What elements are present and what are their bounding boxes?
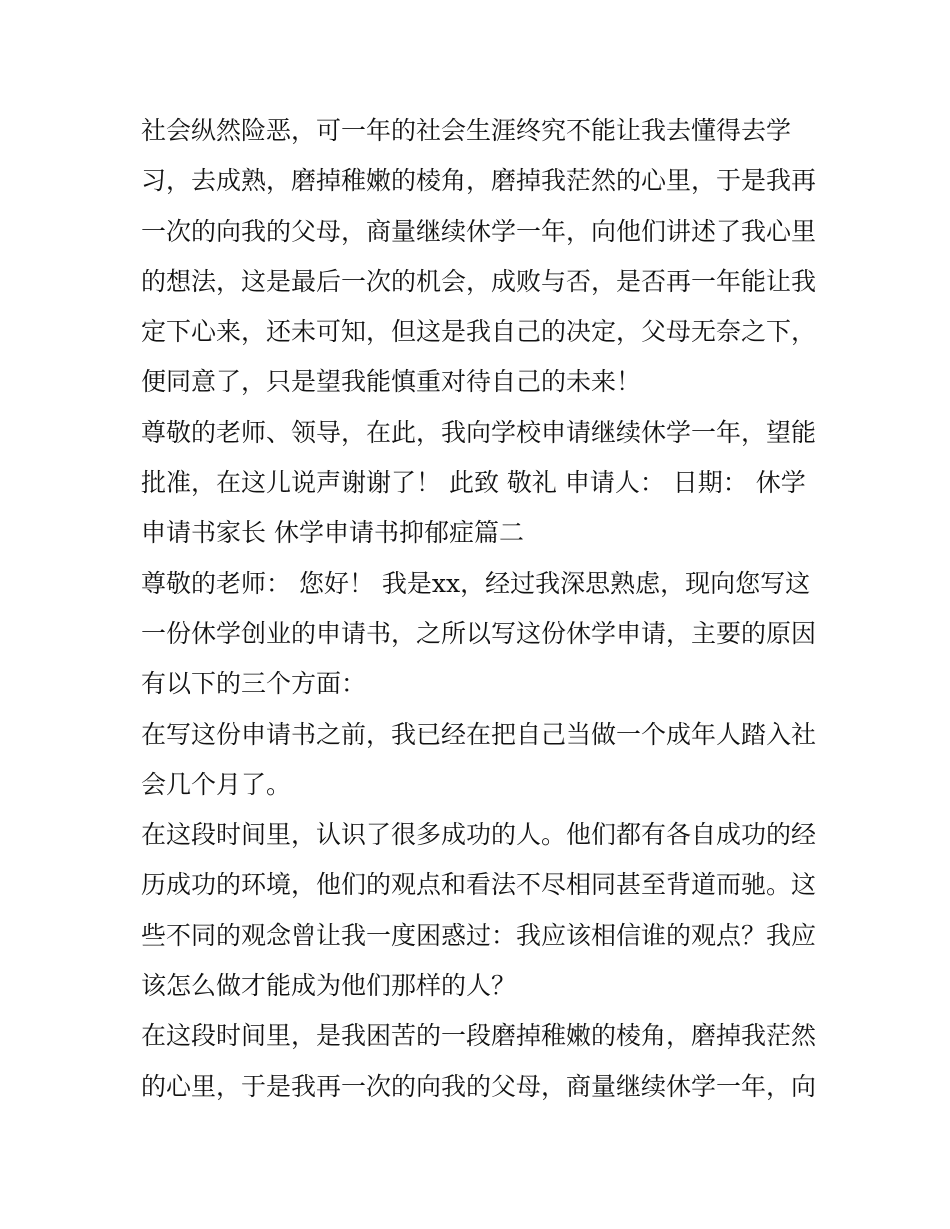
text-line: 定下心来，还未可知，但这是我自己的决定，父母无奈之下， xyxy=(141,317,817,347)
text-line: 便同意了，只是望我能慎重对待自己的未来！ xyxy=(141,367,642,397)
text-line: 在这段时间里，是我困苦的一段磨掉稚嫩的棱角，磨掉我茫然 xyxy=(141,1021,817,1051)
text-line: 习，去成熟，磨掉稚嫩的棱角，磨掉我茫然的心里，于是我再 xyxy=(141,166,817,196)
text-line: 批准，在这儿说声谢谢了！ 此致 敬礼 申请人： 日期： 休学 xyxy=(141,468,806,498)
text-line: 社会纵然险恶，可一年的社会生涯终究不能让我去懂得去学 xyxy=(141,116,792,145)
text-line: 尊敬的老师、领导，在此，我向学校申请继续休学一年，望能 xyxy=(141,417,817,447)
text-line: 有以下的三个方面： xyxy=(141,669,367,699)
text-line: 一份休学创业的申请书，之所以写这份休学申请，主要的原因 xyxy=(141,618,817,648)
text-line: 该怎么做才能成为他们那样的人？ xyxy=(141,971,517,1001)
paragraph-2 xyxy=(141,408,821,559)
text-line: 的心里，于是我再一次的向我的父母，商量继续休学一年，向 xyxy=(141,1071,817,1101)
text-line: 在写这份申请书之前，我已经在把自己当做一个成年人踏入社 xyxy=(141,719,817,749)
text-line: 的想法，这是最后一次的机会，成败与否，是否再一年能让我 xyxy=(141,266,817,296)
text-line: 会几个月了。 xyxy=(141,769,292,799)
document-body xyxy=(141,106,821,1112)
text-line: 些不同的观念曾让我一度困惑过：我应该相信谁的观点？我应 xyxy=(141,920,817,950)
text-line: 申请书家长 休学申请书抑郁症篇二 xyxy=(141,518,524,548)
text-line: 在这段时间里，认识了很多成功的人。他们都有各自成功的经 xyxy=(141,820,817,850)
text-line: 一次的向我的父母，商量继续休学一年，向他们讲述了我心里 xyxy=(141,216,817,246)
paragraph-5 xyxy=(141,810,821,1011)
text-line: 尊敬的老师： 您好！ 我是xx，经过我深思熟虑，现向您写这 xyxy=(141,568,811,598)
text-line: 历成功的环境，他们的观点和看法不尽相同甚至背道而驰。这 xyxy=(141,870,817,900)
paragraph-3 xyxy=(141,559,821,710)
paragraph-4 xyxy=(141,710,821,811)
paragraph-6 xyxy=(141,1011,821,1112)
paragraph-1 xyxy=(141,106,821,408)
